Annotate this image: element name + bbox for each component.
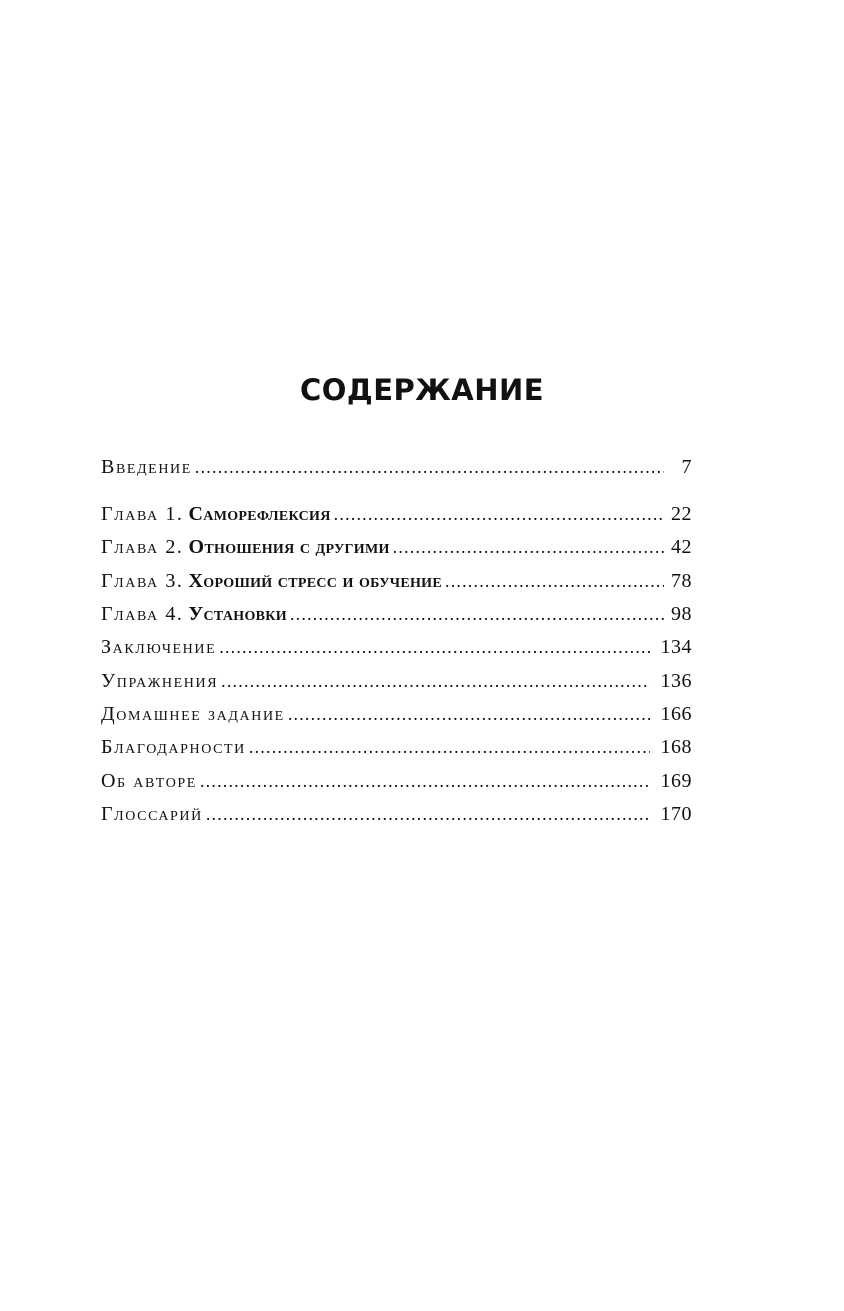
- toc-entry-about-author: [101, 766, 692, 796]
- toc-entry-label: Заключение: [101, 636, 217, 658]
- chapter-number: Глава 2.: [101, 536, 184, 558]
- dot-leader: [219, 632, 650, 662]
- page-title: СОДЕРЖАНИЕ: [299, 373, 545, 407]
- chapter-title: Саморефлексия: [188, 503, 331, 525]
- chapter-title: Установки: [188, 603, 287, 625]
- toc-entry-glossary: [101, 799, 692, 829]
- toc-page-number: 78: [671, 570, 692, 592]
- toc-page-number: 166: [660, 703, 692, 725]
- dot-leader: [445, 566, 664, 596]
- toc-page-number: 169: [660, 770, 692, 792]
- toc-entry-chapter-3: [101, 566, 692, 596]
- toc-entry-acknowledgements: [101, 732, 692, 762]
- chapter-number: Глава 1.: [101, 503, 184, 525]
- dot-leader: [290, 599, 664, 629]
- toc-page-number: 98: [671, 603, 692, 625]
- dot-leader: [249, 732, 650, 762]
- toc-page-number: 168: [660, 736, 692, 758]
- chapter-number: Глава 4.: [101, 603, 184, 625]
- dot-leader: [200, 766, 650, 796]
- toc-entry-label: Глоссарий: [101, 803, 203, 825]
- dot-leader: [221, 666, 650, 696]
- toc-entry-chapter-1: [101, 499, 692, 529]
- toc-page-number: 22: [671, 503, 692, 525]
- toc-entry-intro: [101, 452, 692, 482]
- toc-entry-homework: [101, 699, 692, 729]
- toc-page-number: 42: [671, 536, 692, 558]
- toc-entry-chapter-4: [101, 599, 692, 629]
- toc-entry-label: Домашнее задание: [101, 703, 285, 725]
- dot-leader: [288, 699, 650, 729]
- dot-leader: [393, 532, 664, 562]
- toc-entry-label: Введение: [101, 456, 192, 478]
- toc-page-number: 136: [660, 670, 692, 692]
- chapter-title: Отношения с другими: [188, 536, 390, 558]
- toc-entry-conclusion: [101, 632, 692, 662]
- toc-entry-label: Благодарности: [101, 736, 246, 758]
- toc-entry-label: Упражнения: [101, 670, 219, 692]
- toc-page-number: 7: [681, 456, 692, 478]
- dot-leader: [206, 799, 650, 829]
- chapter-number: Глава 3.: [101, 570, 184, 592]
- toc-entry-exercises: [101, 666, 692, 696]
- toc-page-number: 170: [660, 803, 692, 825]
- toc-entry-chapter-2: [101, 532, 692, 562]
- chapter-title: Хороший стресс и обучение: [188, 570, 442, 592]
- dot-leader: [195, 452, 664, 482]
- toc-entry-label: Об авторе: [101, 770, 197, 792]
- dot-leader: [334, 499, 664, 529]
- toc-page-number: 134: [660, 636, 692, 658]
